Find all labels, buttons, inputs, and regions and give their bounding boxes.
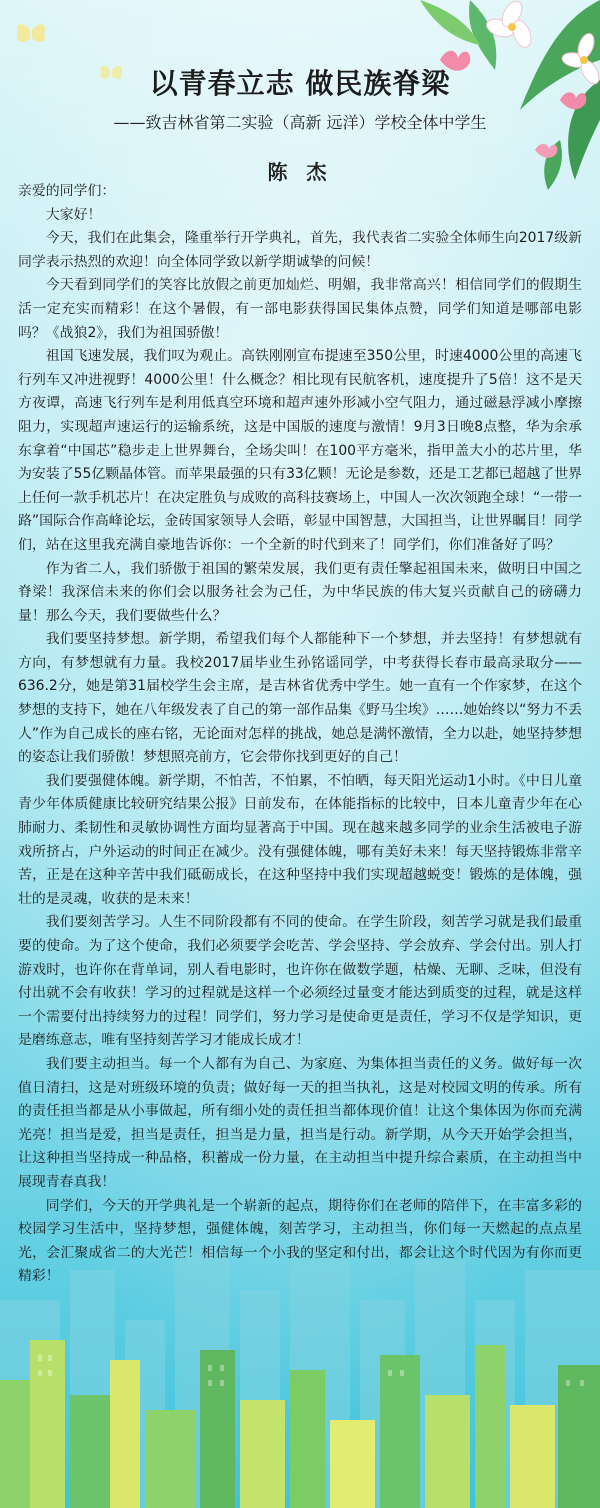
paragraph: 今天，我们在此集会，隆重举行开学典礼，首先，我代表省二实验全体师生向2017级新同学表示热烈的欢迎！向全体同学致以新学期诚挚的问候！ [18, 230, 582, 270]
paragraph: 今天看到同学们的笑容比放假之前更加灿烂、明媚，我非常高兴！相信同学们的假期生活一定充实而精彩！在这个暑假，有一部电影获得国民集体点赞，同学们知道是哪部电影吗？《战狼2》，我们为祖国骄傲！ [18, 277, 582, 341]
author-name: 陈 杰 [267, 160, 333, 184]
letter-body [18, 180, 582, 1289]
paragraph: 我们要刻苦学习。人生不同阶段都有不同的使命。在学生阶段，刻苦学习就是我们最重要的使命。为了这个使命，我们必须要学会吃苦、学会坚持、学会放弃、学会付出。别人打游戏时，也许你在背单词，别人看电影时，也许你在做数学题，枯燥、无聊、乏味，但没有付出就不会有收获！学习的过程就是这样一个必须经过量变才能达到质变的过程，就是这样一个需要付出持续努力的过程！同学们，努力学习是使命更是责任，学习不仅是学知识，更是磨练意志，唯有坚持刻苦学习才能成长成才！ [18, 914, 582, 1049]
page-subtitle: ——致吉林省第二实验（高新 远洋）学校全体中学生 [113, 113, 487, 132]
salutation: 亲爱的同学们： [18, 183, 116, 199]
paragraph: 同学们，今天的开学典礼是一个崭新的起点，期待你们在老师的陪伴下，在丰富多彩的校园学习生活中，坚持梦想，强健体魄，刻苦学习，主动担当，你们每一天燃起的点点星光，会汇聚成省二的大光芒！相信每一个小我的坚定和付出，都会让这个时代因为有你而更精彩！ [18, 1197, 582, 1285]
paragraph: 大家好！ [45, 206, 102, 223]
paragraph: 我们要强健体魄。新学期，不怕苦，不怕累，不怕晒，每天阳光运动1小时。《中日儿童青少年体质健康比较研究结果公报》日前发布，在体能指标的比较中，日本儿童青少年在心肺耐力、柔韧性和灵敏协调性方面均显著高于中国。现在越来越多同学的业余生活被电子游戏所挤占，户外运动的时间正在减少。没有强健体魄，哪有美好未来！每天坚持锻炼非常辛苦，正是在这种辛苦中我们砥砺成长，在这种坚持中我们实现超越蜕变！锻炼的是体魄，强壮的是灵魂，收获的是未来！ [18, 772, 582, 907]
paragraph: 作为省二人，我们骄傲于祖国的繁荣发展，我们更有责任擎起祖国未来，做明日中国之脊梁！我深信未来的你们会以服务社会为己任，为中华民族的伟大复兴贡献自己的磅礴力量！那么今天，我们要做些什么？ [18, 560, 582, 624]
paragraph: 我们要坚持梦想。新学期，希望我们每个人都能种下一个梦想，并去坚持！有梦想就有方向，有梦想就有力量。我校2017届毕业生孙铭谣同学，中考获得长春市最高录取分——636.2分，她是第31届校学生会主席，是吉林省优秀中学生。她一直有一个作家梦，在这个梦想的支持下，她在八年级发表了自己的第一部作品集《野马尘埃》……她始终以“努力不丢人”作为自己成长的座右铭，无论面对怎样的挑战，她总是满怀激情，全力以赴，她坚持梦想的姿态让我们骄傲！梦想照亮前方，它会带你找到更好的自己！ [18, 631, 582, 766]
paragraph: 祖国飞速发展，我们叹为观止。高铁刚刚宣布提速至350公里，时速4000公里的高速飞行列车又冲进视野！4000公里！什么概念？相比现有民航客机，速度提升了5倍！这不是天方夜谭，高速飞行列车是利用低真空环境和超声速外形减小空气阻力，通过磁悬浮减小摩擦阻力，实现超声速运行的运输系统，这是中国版的速度与激情！9月3日晚8点整，华为余承东拿着“中国芯”稳步走上世界舞台，全场尖叫！在100平方毫米，指甲盖大小的芯片里，华为安装了55亿颗晶体管。而苹果最强的只有33亿颗！无论是参数，还是工艺都已超越了世界上任何一款手机芯片！在决定胜负与成败的高科技赛场上，中国人一次次领跑全球！“一带一路”国际合作高峰论坛，金砖国家领导人会晤，彰显中国智慧，大国担当，让世界瞩目！同学们，站在这里我充满自豪地告诉你：一个全新的时代到来了！同学们，你们准备好了吗？ [18, 348, 582, 553]
page-title: 以青春立志 做民族脊梁 [149, 67, 451, 100]
paragraph: 我们要主动担当。每一个人都有为自己、为家庭、为集体担当责任的义务。做好每一次值日清扫，这是对班级环境的负责；做好每一天的担当执礼，这是对校园文明的传承。所有的责任担当都是从小事做起，所有细小处的责任担当都体现价值！让这个集体因为你而充满光亮！担当是爱，担当是责任，担当是力量，担当是行动。新学期，从今天开始学会担当，让这种担当坚持成一种品格，积蓄成一份力量，在主动担当中提升综合素质，在主动担当中展现青春真我！ [18, 1055, 582, 1190]
